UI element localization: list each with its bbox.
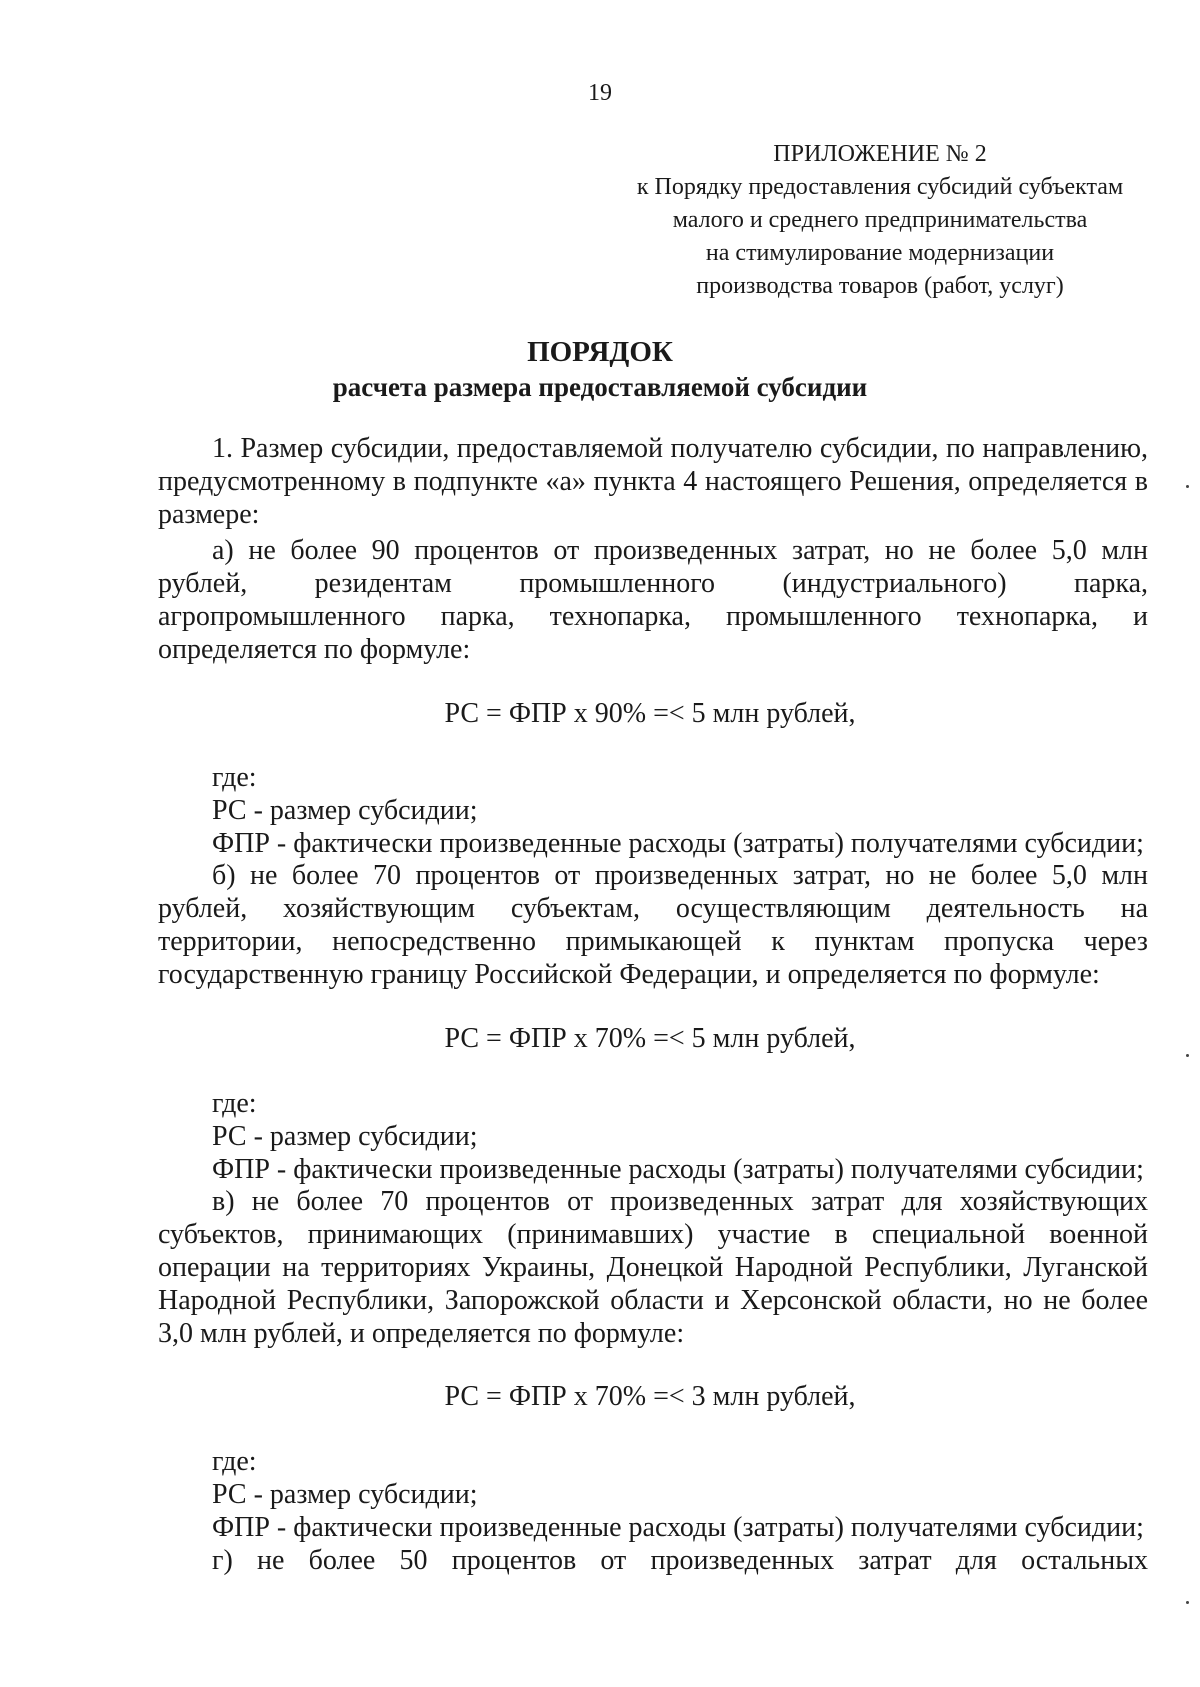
formula-a: РС = ФПР х 90% =< 5 млн рублей,	[444, 698, 856, 729]
appendix-line: малого и среднего предпринимательства	[672, 207, 1088, 233]
where-a-list	[158, 761, 1148, 860]
where-line: ФПР - фактически произведенные расходы (затраты) получателями субсидии;	[212, 1154, 1144, 1185]
paragraph-line: а) не более 90 процентов от произведенных затрат, но не более 5,0 млн	[212, 535, 1148, 566]
formula-b: РС = ФПР х 70% =< 5 млн рублей,	[444, 1023, 856, 1054]
paragraph-line: размере:	[158, 499, 260, 530]
paragraph-line: Народной Республики, Запорожской области и Херсонской области, но не более	[158, 1285, 1148, 1316]
item-b-paragraph	[158, 859, 1148, 991]
paragraph-line: территории, непосредственно примыкающей к пунктам пропуска через	[158, 926, 1148, 957]
item-c-paragraph	[158, 1185, 1148, 1350]
appendix-line: к Порядку предоставления субсидий субъектам	[636, 174, 1124, 200]
appendix-header	[600, 138, 1160, 303]
paragraph-line: определяется по формуле:	[158, 634, 471, 665]
document-subtitle: расчета размера предоставляемой субсидии	[332, 372, 868, 402]
paragraph-line: операции на территориях Украины, Донецкой Народной Республики, Луганской	[158, 1252, 1148, 1283]
paragraph-line: государственную границу Российской Федерации, и определяется по формуле:	[158, 959, 1100, 990]
where-line: где:	[212, 1446, 257, 1477]
paragraph-line: рублей, резидентам промышленного (индустриального) парка,	[158, 568, 1148, 599]
paragraph-line: 1. Размер субсидии, предоставляемой получателю субсидии, по направлению,	[212, 433, 1148, 464]
paragraph-line: 3,0 млн рублей, и определяется по формуле:	[158, 1318, 685, 1349]
appendix-heading: ПРИЛОЖЕНИЕ № 2	[773, 141, 987, 167]
document-title: ПОРЯДОК	[527, 336, 673, 368]
where-line: где:	[212, 1088, 257, 1119]
where-line: где:	[212, 762, 257, 793]
section-1-paragraph	[158, 432, 1148, 531]
paragraph-line: агропромышленного парка, технопарка, промышленного технопарка, и	[158, 601, 1148, 632]
where-line: ФПР - фактически произведенные расходы (затраты) получателями субсидии;	[212, 1512, 1144, 1543]
where-line: РС - размер субсидии;	[212, 1479, 478, 1510]
page-number: 19	[588, 80, 612, 106]
paragraph-line: в) не более 70 процентов от произведенных затрат для хозяйствующих	[212, 1186, 1148, 1217]
paragraph-line: б) не более 70 процентов от произведенных затрат, но не более 5,0 млн	[212, 860, 1148, 891]
paragraph-line: предусмотренному в подпункте «а» пункта 4 настоящего Решения, определяется в	[158, 466, 1148, 497]
scan-speck	[1186, 1601, 1189, 1604]
paragraph-line: субъектов, принимающих (принимавших) участие в специальной военной	[158, 1219, 1148, 1250]
where-b-list	[158, 1087, 1148, 1186]
scan-speck	[1186, 1054, 1189, 1057]
where-line: РС - размер субсидии;	[212, 1121, 478, 1152]
paragraph-line: рублей, хозяйствующим субъектам, осуществляющим деятельность на	[158, 893, 1148, 924]
where-c-list	[158, 1445, 1148, 1577]
where-line: ФПР - фактически произведенные расходы (затраты) получателями субсидии;	[212, 828, 1144, 859]
appendix-line: на стимулирование модернизации	[705, 240, 1055, 266]
where-line: РС - размер субсидии;	[212, 795, 478, 826]
item-d-line: г) не более 50 процентов от произведенных затрат для остальных	[212, 1545, 1148, 1576]
scan-speck	[1186, 485, 1189, 488]
formula-c: РС = ФПР х 70% =< 3 млн рублей,	[444, 1381, 856, 1412]
item-a-paragraph	[158, 534, 1148, 666]
appendix-line: производства товаров (работ, услуг)	[696, 273, 1064, 299]
